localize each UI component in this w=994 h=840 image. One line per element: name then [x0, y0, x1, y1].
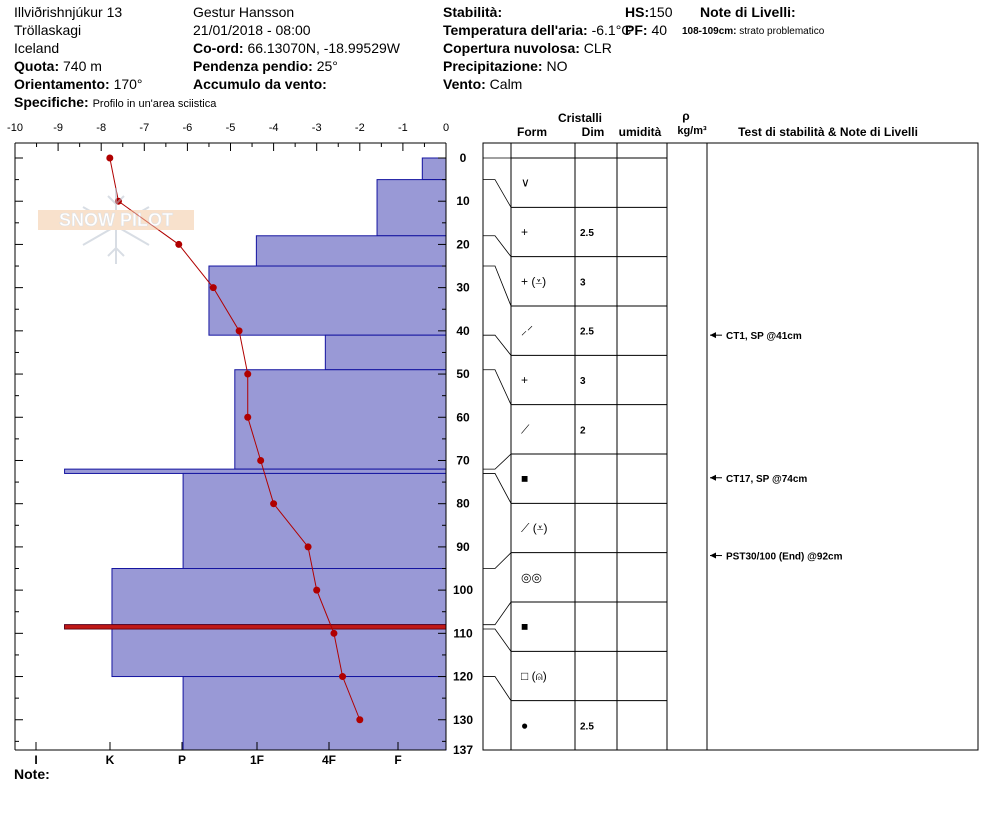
wind-loading-label: Accumulo da vento:	[193, 76, 327, 92]
specifics-value: Profilo in un'area sciistica	[92, 98, 217, 110]
temperature-point	[339, 673, 346, 680]
sky-value: CLR	[583, 40, 612, 56]
air-temp-label: Temperatura dell'aria:	[443, 22, 588, 38]
depth-tick-label: 130	[452, 712, 474, 727]
tests-header: Test di stabilità & Note di Livelli	[738, 125, 918, 139]
layer-notes-label: Note di Livelli:	[700, 4, 796, 20]
hardness-bar	[183, 677, 446, 750]
temperature-tick-label: -10	[7, 122, 23, 134]
arrow-left-icon	[710, 332, 716, 338]
crystal-form: +	[521, 225, 529, 239]
temperature-point	[175, 241, 182, 248]
crystal-form: ◎◎	[521, 570, 542, 585]
pf-label: PF:	[625, 22, 648, 38]
coord-label: Co-ord:	[193, 40, 244, 56]
observation-datetime: 21/01/2018 - 08:00	[193, 22, 311, 38]
coord-value: 66.13070N, -18.99529W	[247, 40, 400, 56]
temperature-tick-label: -2	[354, 122, 365, 134]
crystals-header: Cristalli	[557, 111, 603, 125]
highlight-layer	[65, 625, 446, 629]
temperature-tick-label: 0	[442, 122, 450, 134]
depth-tick-label: 40	[456, 323, 470, 338]
hardness-bar	[112, 629, 446, 677]
hardness-bar	[235, 370, 446, 469]
layer-note-text: strato problematico	[739, 26, 825, 37]
temperature-tick-label: -7	[139, 122, 150, 134]
location-name: Illviðrishnjúkur 13	[14, 4, 123, 20]
density-unit: kg/m³	[677, 125, 707, 137]
crystal-form: ■	[521, 619, 529, 634]
temperature-point	[330, 630, 337, 637]
density-symbol: ρ	[682, 109, 690, 123]
temperature-point	[257, 457, 264, 464]
crystal-form: ⸝⸍	[521, 323, 534, 338]
temperature-point	[106, 155, 113, 162]
country-name: Iceland	[14, 40, 60, 56]
crystal-size: 2.5	[580, 326, 594, 338]
temperature-point	[210, 284, 217, 291]
temperature-point	[313, 587, 320, 594]
layer-connector	[483, 454, 511, 469]
temperature-point	[305, 543, 312, 550]
moisture-header: umidità	[618, 125, 662, 139]
depth-tick-label: 100	[452, 583, 474, 598]
crystal-size: 3	[580, 277, 586, 289]
hardness-bar	[256, 236, 446, 266]
wind-value: Calm	[489, 76, 523, 92]
hardness-tick-label: I	[34, 753, 38, 767]
depth-tick-label: 90	[456, 539, 470, 554]
crystal-form: □ (⍝)	[521, 669, 547, 683]
notes-label: Note:	[14, 766, 50, 782]
problem-layer-bar	[65, 625, 446, 629]
hardness-bars	[65, 158, 446, 750]
hardness-bar	[65, 469, 446, 473]
hardness-tick-label: 4F	[321, 753, 337, 767]
observer-name: Gestur Hansson	[193, 4, 295, 20]
crystal-form: ⟋	[521, 422, 530, 437]
temperature-tick-label: -5	[225, 122, 236, 134]
stability-label: Stabilità:	[443, 4, 503, 20]
sky-label: Copertura nuvolosa:	[443, 40, 580, 56]
hardness-bar	[209, 266, 446, 335]
specifics-label: Specifiche:	[14, 94, 89, 110]
hardness-bar	[112, 569, 446, 625]
hardness-bar	[377, 180, 446, 236]
region-name: Tröllaskagi	[14, 22, 82, 38]
crystal-form: + (⩡)	[521, 274, 547, 289]
hardness-tick-label: P	[177, 753, 187, 767]
temperature-tick-label: -9	[53, 122, 63, 134]
layer-connector	[483, 266, 511, 306]
precip-value: NO	[546, 58, 568, 74]
precip-label: Precipitazione:	[443, 58, 543, 74]
arrow-left-icon	[710, 475, 716, 481]
layer-connector	[483, 236, 511, 257]
stability-tests	[710, 331, 843, 562]
temperature-point	[236, 327, 243, 334]
table-frame	[483, 143, 978, 750]
temperature-tick-label: -3	[311, 122, 322, 134]
temperature-point	[244, 371, 251, 378]
depth-tick-label: 20	[456, 237, 470, 252]
slope-value: 25°	[316, 58, 338, 74]
size-header: Dim	[581, 125, 605, 139]
crystal-form: +	[521, 373, 529, 387]
depth-tick-label: 50	[456, 367, 470, 382]
depth-tick-label: 110	[453, 626, 473, 641]
depth-tick-label: 70	[456, 453, 470, 468]
layer-connector	[483, 335, 511, 355]
crystal-table	[483, 143, 978, 750]
hardness-bar	[183, 473, 446, 568]
crystal-size: 2.5	[580, 721, 594, 733]
depth-tick-label: 137	[452, 743, 474, 757]
temperature-point	[270, 500, 277, 507]
logo-text: SNOW PILOT	[59, 210, 173, 230]
layer-connector	[483, 602, 511, 625]
temperature-tick-label: -8	[96, 122, 107, 134]
layer-connector	[483, 677, 511, 701]
hardness-tick-label: K	[105, 753, 115, 767]
crystal-form: ∨	[521, 175, 530, 190]
crystal-size: 3	[580, 376, 586, 387]
temperature-tick-label: -4	[268, 122, 279, 134]
depth-tick-label: 30	[456, 280, 470, 295]
slope-label: Pendenza pendio:	[193, 58, 313, 74]
form-header: Form	[517, 125, 547, 139]
layer-note-depth: 108-109cm:	[682, 26, 737, 37]
crystal-form: ●	[521, 718, 529, 733]
pf-value: 40	[651, 22, 668, 38]
layer-connector	[483, 629, 511, 651]
temperature-tick-label: -1	[398, 122, 408, 134]
temperature-tick-label: -6	[182, 122, 193, 134]
layer-connector	[483, 370, 511, 405]
hardness-bar	[325, 335, 446, 370]
snowpilot-logo	[38, 188, 194, 264]
stability-test-label: CT1, SP @41cm	[726, 331, 802, 343]
hardness-tick-label: F	[394, 753, 402, 767]
arrow-left-icon	[710, 553, 716, 559]
crystal-size: 2.5	[580, 228, 594, 239]
hs-label: HS:	[625, 4, 650, 20]
depth-tick-label: 0	[459, 151, 467, 165]
aspect-value: 170°	[113, 76, 143, 92]
temperature-point	[244, 414, 251, 421]
wind-label: Vento:	[443, 76, 486, 92]
depth-tick-label: 60	[456, 410, 470, 425]
depth-tick-label: 120	[452, 669, 474, 684]
crystal-form: ■	[521, 471, 529, 486]
depth-tick-label: 80	[456, 496, 470, 511]
stability-test-label: CT17, SP @74cm	[726, 473, 808, 485]
crystal-form: ⟋ (⩡)	[521, 521, 548, 535]
hs-value: 150	[649, 4, 673, 20]
elevation-label: Quota:	[14, 58, 60, 74]
air-temp-value: -6.1°C	[591, 22, 632, 38]
hardness-tick-label: 1F	[249, 753, 265, 767]
crystal-size: 2	[580, 425, 586, 437]
depth-tick-label: 10	[456, 194, 470, 209]
temperature-point	[356, 716, 363, 723]
layer-connector	[483, 553, 511, 569]
stability-test-label: PST30/100 (End) @92cm	[726, 551, 843, 563]
layer-connector	[483, 473, 511, 503]
layer-connector	[483, 180, 511, 208]
hardness-bar	[422, 158, 446, 180]
elevation-value: 740 m	[63, 58, 102, 74]
aspect-label: Orientamento:	[14, 76, 110, 92]
